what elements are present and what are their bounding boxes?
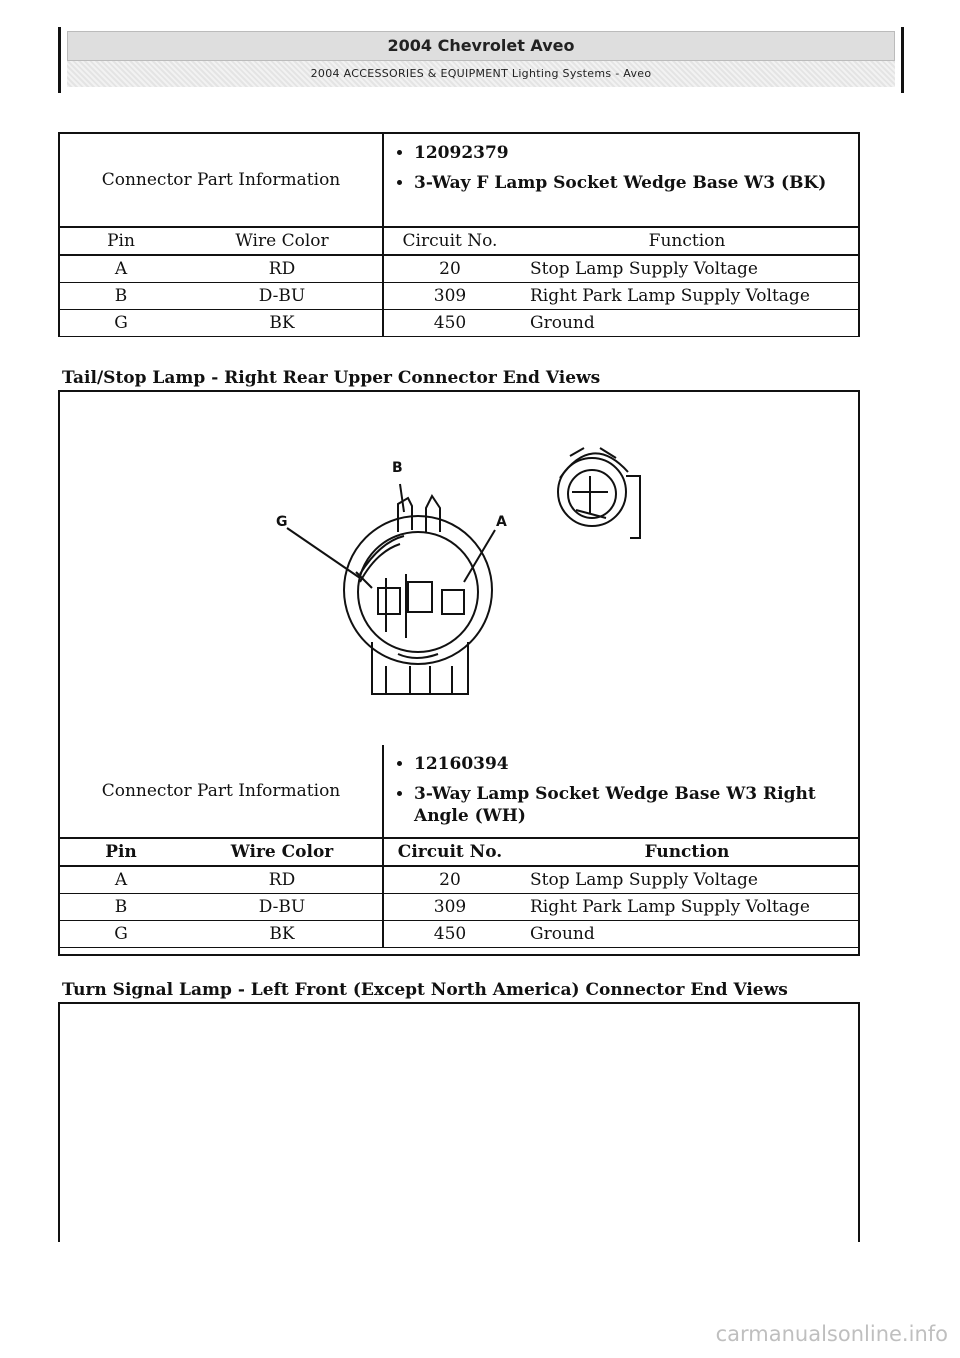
- function-cell: Ground: [516, 310, 859, 337]
- callout-label: B: [392, 460, 403, 476]
- site-watermark: carmanualsonline.info: [715, 1322, 948, 1346]
- pin-cell: A: [59, 866, 182, 894]
- connector-table-2: [58, 745, 860, 948]
- wire-color-cell: BK: [182, 921, 383, 948]
- table-row: [59, 310, 859, 337]
- document-title: 2004 Chevrolet Aveo: [67, 31, 895, 61]
- callout-label: A: [496, 514, 507, 530]
- col-header-circuit: Circuit No.: [383, 227, 516, 255]
- wire-color-cell: RD: [182, 866, 383, 894]
- circuit-cell: 20: [383, 255, 516, 283]
- table-header-row: [59, 227, 859, 255]
- callout-label: G: [276, 514, 288, 530]
- circuit-cell: 450: [383, 921, 516, 948]
- col-header-function: Function: [516, 227, 859, 255]
- function-cell: Right Park Lamp Supply Voltage: [516, 894, 859, 921]
- table-header-row: [59, 838, 859, 866]
- part-number: • 12160394: [414, 753, 850, 775]
- pin-cell: A: [59, 255, 182, 283]
- part-number: • 12092379: [414, 142, 850, 164]
- table-row: [59, 255, 859, 283]
- wire-color-cell: RD: [182, 255, 383, 283]
- document-subtitle: 2004 ACCESSORIES & EQUIPMENT Lighting Systems - Aveo: [67, 61, 895, 87]
- col-header-wire-color: Wire Color: [182, 227, 383, 255]
- circuit-cell: 309: [383, 894, 516, 921]
- connector-figure-box: [58, 1002, 860, 1242]
- cpi-parts: [383, 133, 859, 227]
- table-row: [59, 921, 859, 948]
- table-row: [59, 866, 859, 894]
- pin-cell: B: [59, 283, 182, 310]
- table-row: [59, 283, 859, 310]
- col-header-wire-color: Wire Color: [182, 838, 383, 866]
- circuit-cell: 20: [383, 866, 516, 894]
- section-title: Tail/Stop Lamp - Right Rear Upper Connector End Views: [62, 368, 601, 388]
- cpi-parts: [383, 745, 859, 838]
- part-description: • 3-Way F Lamp Socket Wedge Base W3 (BK): [414, 172, 850, 194]
- col-header-circuit: Circuit No.: [383, 838, 516, 866]
- cpi-label: Connector Part Information: [59, 745, 383, 838]
- part-description: • 3-Way Lamp Socket Wedge Base W3 Right Angle (WH): [414, 783, 850, 827]
- table-row: [59, 894, 859, 921]
- circuit-cell: 450: [383, 310, 516, 337]
- connector-table-1: [58, 132, 860, 337]
- wire-color-cell: D-BU: [182, 283, 383, 310]
- wire-color-cell: D-BU: [182, 894, 383, 921]
- function-cell: Right Park Lamp Supply Voltage: [516, 283, 859, 310]
- col-header-pin: Pin: [59, 227, 182, 255]
- function-cell: Ground: [516, 921, 859, 948]
- connector-end-view-diagram: [60, 392, 858, 748]
- page-header: [58, 27, 904, 93]
- connector-drawing: [287, 448, 640, 694]
- wire-color-cell: BK: [182, 310, 383, 337]
- pin-cell: B: [59, 894, 182, 921]
- circuit-cell: 309: [383, 283, 516, 310]
- col-header-function: Function: [516, 838, 859, 866]
- function-cell: Stop Lamp Supply Voltage: [516, 255, 859, 283]
- pin-cell: G: [59, 310, 182, 337]
- section-title: Turn Signal Lamp - Left Front (Except North America) Connector End Views: [62, 980, 788, 1000]
- col-header-pin: Pin: [59, 838, 182, 866]
- pin-cell: G: [59, 921, 182, 948]
- function-cell: Stop Lamp Supply Voltage: [516, 866, 859, 894]
- cpi-label: Connector Part Information: [59, 133, 383, 227]
